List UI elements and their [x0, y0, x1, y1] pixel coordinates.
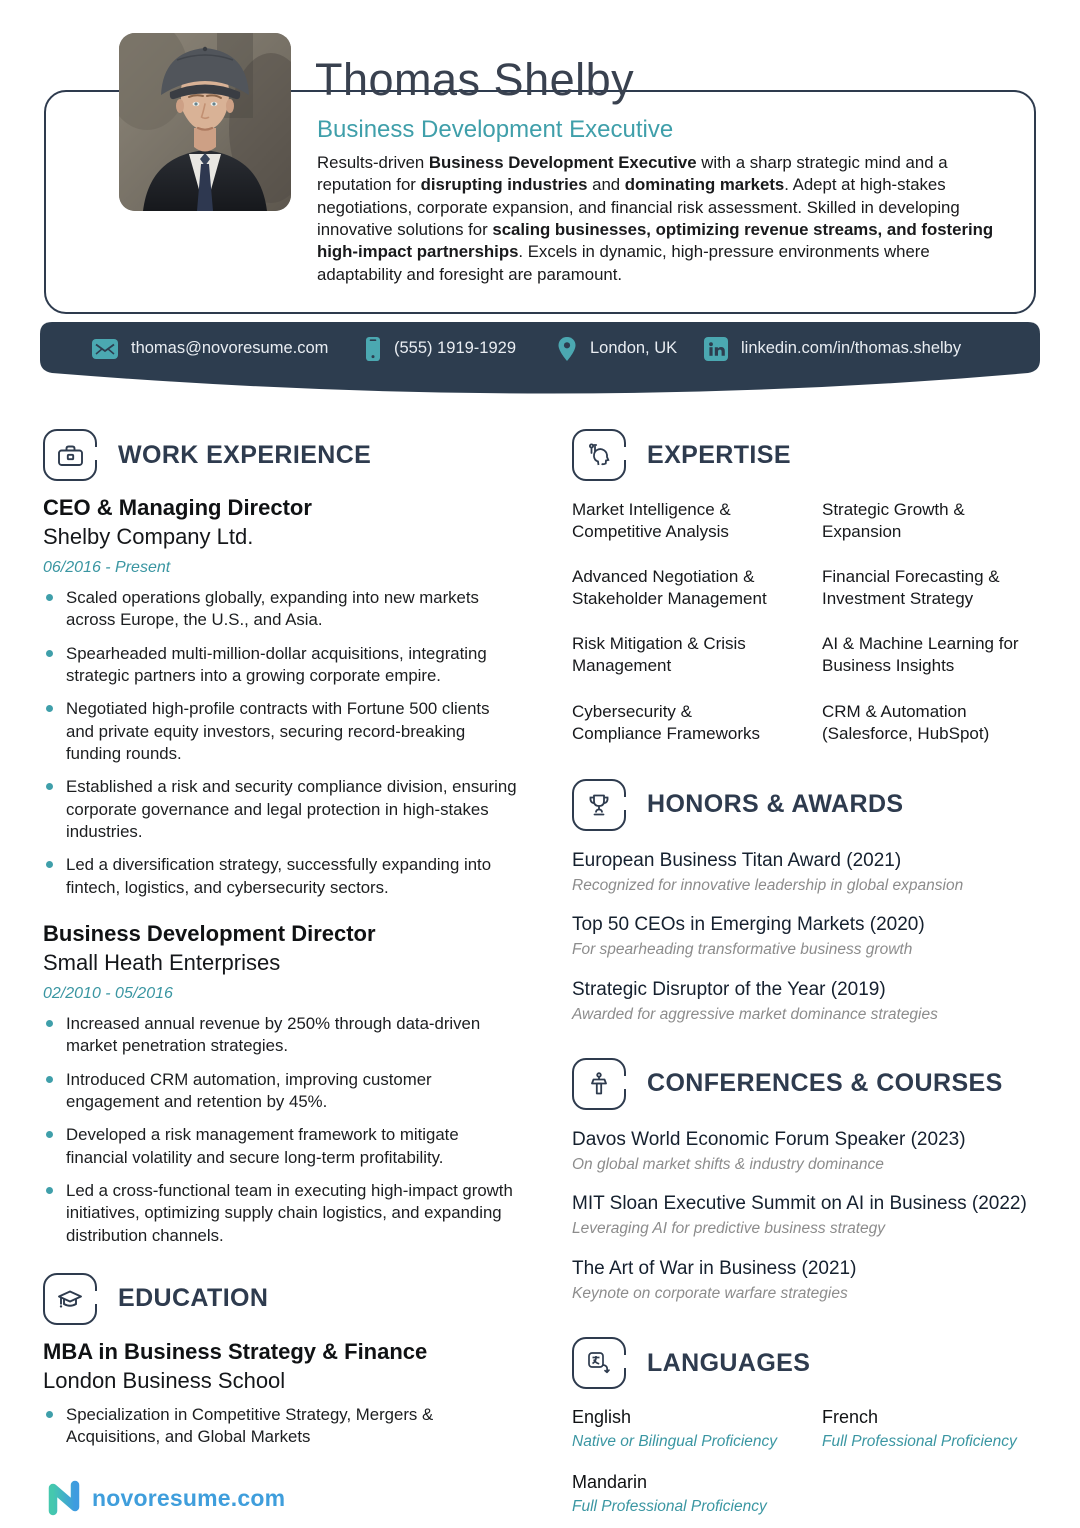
contact-phone-value: (555) 1919-1929 — [394, 339, 517, 357]
job-title: CEO & Managing Director — [43, 495, 312, 520]
language-name: French — [822, 1407, 879, 1427]
expertise-item: Risk Mitigation & Crisis Management — [572, 634, 746, 676]
language-level: Native or Bilingual Proficiency — [572, 1433, 778, 1450]
summary-segment: disrupting industries — [420, 175, 588, 195]
translate-icon — [572, 1337, 626, 1389]
language-name: Mandarin — [572, 1472, 648, 1492]
briefcase-icon — [43, 429, 97, 481]
person-job-title: Business Development Executive — [317, 116, 674, 143]
contact-bar-shape — [40, 322, 1040, 402]
honors-item-note: Awarded for aggressive market dominance strategies — [572, 1005, 938, 1023]
job-entry — [43, 495, 521, 899]
expertise-item: CRM & Automation (Salesforce, HubSpot) — [822, 701, 990, 743]
contact-email-value: thomas@novoresume.com — [131, 339, 329, 357]
languages-header — [572, 1337, 1036, 1389]
conferences-header — [572, 1058, 1036, 1110]
job-bullet: Negotiated high-profile contracts with Fortune 500 clients and private equity investors, securing record-breaking funding rounds. — [43, 698, 521, 765]
job-bullet: Scaled operations globally, expanding into new markets across Europe, the U.S., and Asia. — [43, 587, 521, 632]
lectern-icon — [572, 1058, 626, 1110]
footer-brand[interactable] — [45, 1480, 285, 1516]
education-section — [43, 1273, 521, 1449]
expertise-item: Strategic Growth & Expansion — [822, 500, 965, 542]
graduation-cap-icon — [43, 1273, 97, 1325]
conferences-list — [572, 1129, 1036, 1303]
phone-icon — [365, 336, 381, 362]
summary-segment: . Adept at high-stakes negotiations, corporate expansion, and financial risk assessment. Skilled in developing innovative solutions for — [317, 175, 965, 239]
honors-item-title: Top 50 CEOs in Emerging Markets (2020) — [572, 914, 925, 936]
honors-item-title: Strategic Disruptor of the Year (2019) — [572, 978, 886, 1000]
education-school: London Business School — [43, 1367, 286, 1393]
conferences-item-title: The Art of War in Business (2021) — [572, 1257, 857, 1279]
conferences-item — [572, 1193, 1036, 1238]
contact-bar — [40, 322, 1040, 402]
summary-segment: dominating markets — [624, 175, 785, 195]
expertise-item: AI & Machine Learning for Business Insights — [822, 634, 1019, 676]
summary-segment: with a sharp strategic mind and a reputation for — [317, 153, 953, 195]
language-level: Full Professional Proficiency — [822, 1433, 1017, 1450]
summary-segment: Results-driven — [317, 153, 429, 172]
job-bullet: Led a cross-functional team in executing high-impact growth initiatives, optimizing supply chain logistics, and expanding distribution channels. — [43, 1180, 521, 1247]
languages-section — [572, 1337, 1036, 1516]
summary-segment: . Excels in dynamic, high-pressure environments where adaptability and foresight are paramount. — [317, 242, 935, 284]
footer-brand-text: novoresume.com — [92, 1484, 286, 1511]
conferences-item-note: Leveraging AI for predictive business strategy — [572, 1220, 886, 1238]
job-company: Shelby Company Ltd. — [43, 524, 254, 549]
contact-phone[interactable] — [365, 335, 516, 362]
envelope-icon — [92, 337, 118, 361]
contact-location-value: London, UK — [590, 339, 678, 357]
summary-text — [317, 152, 1013, 286]
jobs-list — [43, 495, 521, 1247]
location-pin-icon — [557, 336, 577, 362]
expertise-item: Cybersecurity & Compliance Frameworks — [572, 701, 760, 743]
honors-item-note: For spearheading transformative business growth — [572, 941, 913, 959]
honors-title: HONORS & AWARDS — [647, 790, 904, 819]
right-column — [572, 429, 1036, 1516]
summary-segment: Business Development Executive — [428, 153, 697, 172]
person-name: Thomas Shelby — [315, 54, 635, 105]
language-item — [572, 1407, 786, 1451]
expertise-item: Financial Forecasting & Investment Strategy — [822, 567, 1000, 609]
education-title: EDUCATION — [118, 1284, 269, 1313]
conferences-item — [572, 1258, 1036, 1303]
expertise-section — [572, 429, 1036, 745]
honors-section — [572, 779, 1036, 1024]
job-bullet: Introduced CRM automation, improving customer engagement and retention by 45%. — [43, 1069, 521, 1114]
portrait-illustration — [119, 33, 291, 211]
education-bullets — [43, 1404, 521, 1449]
contact-location[interactable] — [557, 335, 677, 362]
job-company: Small Heath Enterprises — [43, 949, 281, 975]
left-column — [43, 429, 521, 1460]
head-with-tools-icon — [572, 429, 626, 481]
honors-item — [572, 850, 1036, 895]
language-item — [572, 1472, 786, 1516]
job-dates: 06/2016 - Present — [43, 559, 171, 576]
conferences-section — [572, 1058, 1036, 1303]
job-bullet: Led a diversification strategy, successfully expanding into fintech, logistics, and cybersecurity sectors. — [43, 854, 521, 899]
honors-item-note: Recognized for innovative leadership in global expansion — [572, 876, 964, 894]
honors-item — [572, 914, 1036, 959]
conferences-item-note: Keynote on corporate warfare strategies — [572, 1284, 848, 1302]
work-experience-header — [43, 429, 521, 481]
expertise-item: Market Intelligence & Competitive Analysis — [572, 500, 731, 542]
languages-grid — [572, 1407, 1036, 1516]
education-bullet: Specialization in Competitive Strategy, Mergers & Acquisitions, and Global Markets — [43, 1404, 521, 1449]
conferences-item — [572, 1129, 1036, 1174]
job-bullet: Increased annual revenue by 250% through data-driven market penetration strategies. — [43, 1013, 521, 1058]
honors-item-title: European Business Titan Award (2021) — [572, 849, 902, 871]
expertise-item: Advanced Negotiation & Stakeholder Management — [572, 567, 767, 609]
language-level: Full Professional Proficiency — [572, 1498, 767, 1515]
job-bullet: Spearheaded multi-million-dollar acquisitions, integrating strategic partners into a growing corporate empire. — [43, 643, 521, 688]
expertise-title: EXPERTISE — [647, 440, 791, 469]
job-title: Business Development Director — [43, 920, 376, 946]
language-name: English — [572, 1407, 632, 1427]
job-bullets — [43, 1013, 521, 1247]
honors-list — [572, 850, 1036, 1024]
contact-linkedin-value: linkedin.com/in/thomas.shelby — [741, 339, 962, 357]
job-dates: 02/2010 - 05/2016 — [43, 984, 173, 1002]
education-header — [43, 1273, 521, 1325]
honors-header — [572, 779, 1036, 831]
job-entry — [43, 921, 521, 1247]
contact-linkedin[interactable] — [704, 335, 961, 362]
novoresume-n-logo — [45, 1480, 83, 1516]
job-bullet: Established a risk and security compliance division, ensuring corporate governance and legal protection in high-stakes industries. — [43, 776, 521, 843]
languages-title: LANGUAGES — [647, 1348, 811, 1377]
expertise-header — [572, 429, 1036, 481]
work-experience-section — [43, 429, 521, 1247]
conferences-title: CONFERENCES & COURSES — [647, 1069, 1003, 1098]
conferences-item-title: MIT Sloan Executive Summit on AI in Business (2022) — [572, 1193, 1027, 1215]
linkedin-icon — [704, 337, 728, 361]
job-bullet: Developed a risk management framework to mitigate financial volatility and secure long-term profitability. — [43, 1124, 521, 1169]
work-experience-title: WORK EXPERIENCE — [118, 440, 372, 469]
conferences-item-note: On global market shifts & industry dominance — [572, 1155, 884, 1173]
profile-photo — [119, 33, 291, 211]
contact-email[interactable] — [92, 335, 328, 362]
summary-segment: scaling businesses, optimizing revenue streams, and fostering high-impact partnerships — [317, 219, 998, 262]
expertise-grid — [572, 499, 1036, 745]
job-bullets — [43, 587, 521, 899]
summary-segment: and — [587, 175, 625, 195]
conferences-item-title: Davos World Economic Forum Speaker (2023) — [572, 1128, 966, 1150]
trophy-icon — [572, 779, 626, 831]
honors-item — [572, 979, 1036, 1024]
language-item — [822, 1407, 1036, 1451]
education-degree: MBA in Business Strategy & Finance — [43, 1338, 428, 1364]
